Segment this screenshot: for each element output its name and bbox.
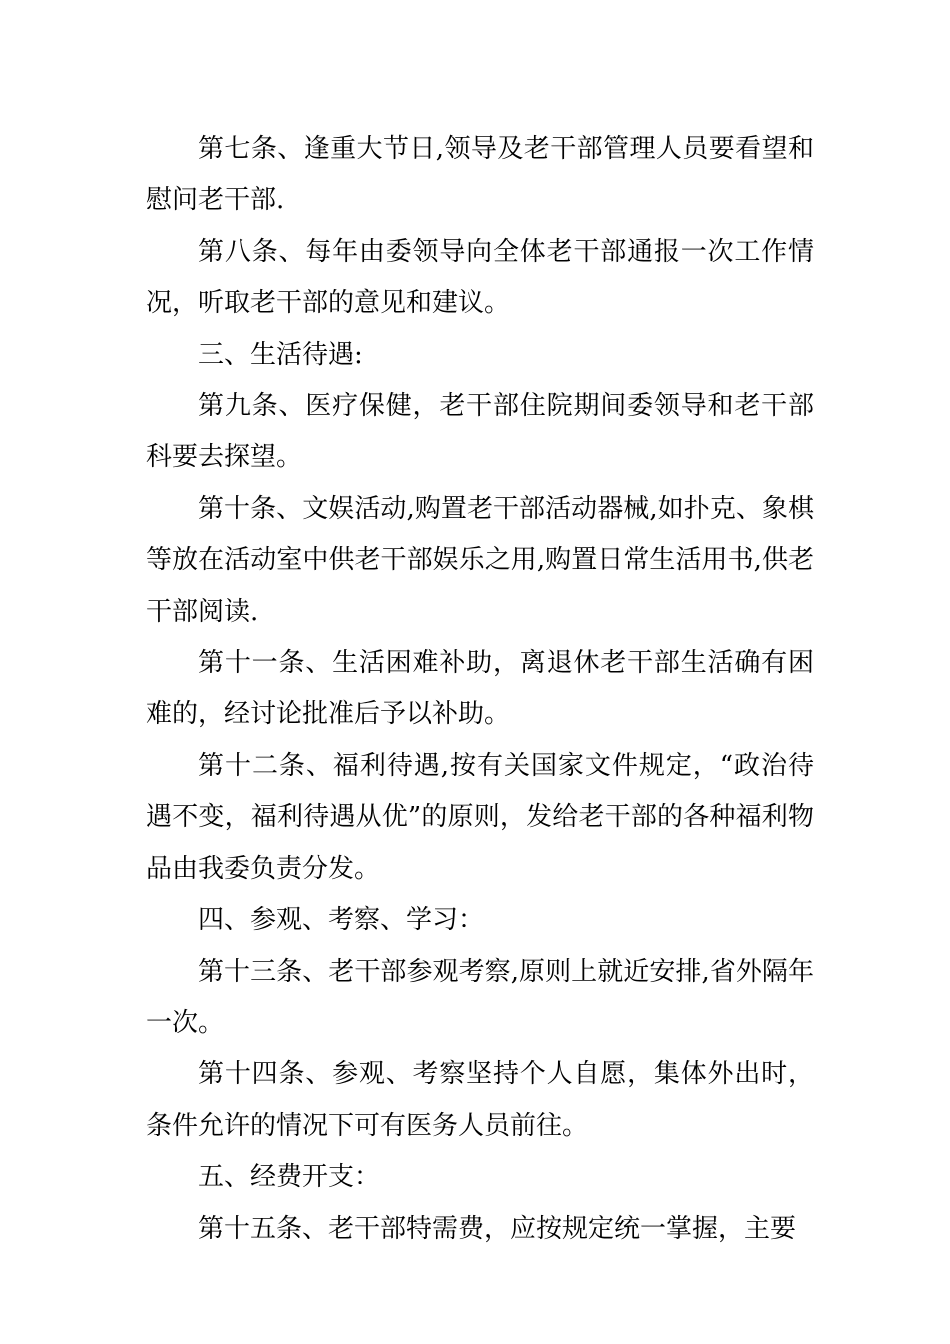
article-14: 第十四条、参观、考察坚持个人自愿，集体外出时，条件允许的情况下可有医务人员前往。 bbox=[146, 1059, 814, 1141]
section-heading-visits-study: 四、参观、考察、学习： bbox=[198, 905, 485, 936]
article-7: 第七条、逢重大节日,领导及老干部管理人员要看望和慰问老干部. bbox=[146, 134, 814, 216]
article-10: 第十条、文娱活动,购置老干部活动器械,如扑克、象棋等放在活动室中供老干部娱乐之用,购置日常生活用书,供老干部阅读. bbox=[146, 493, 814, 627]
article-13: 第十三条、老干部参观考察,原则上就近安排,省外隔年一次。 bbox=[146, 956, 814, 1038]
document-body bbox=[146, 124, 814, 1255]
article-15: 第十五条、老干部特需费，应按规定统一掌握，主要 bbox=[198, 1213, 797, 1244]
article-8: 第八条、每年由委领导向全体老干部通报一次工作情况，听取老干部的意见和建议。 bbox=[146, 236, 814, 319]
article-11: 第十一条、生活困难补助，离退休老干部生活确有困难的，经讨论批准后予以补助。 bbox=[146, 648, 814, 730]
article-9: 第九条、医疗保健，老干部住院期间委领导和老干部科要去探望。 bbox=[146, 391, 814, 473]
section-heading-expenses: 五、经费开支： bbox=[198, 1162, 381, 1193]
article-12: 第十二条、福利待遇,按有关国家文件规定，“政治待遇不变，福利待遇从优”的原则，发给老干部的各种福利物品由我委负责分发。 bbox=[146, 750, 814, 884]
section-heading-living-benefits: 三、生活待遇: bbox=[198, 339, 363, 370]
